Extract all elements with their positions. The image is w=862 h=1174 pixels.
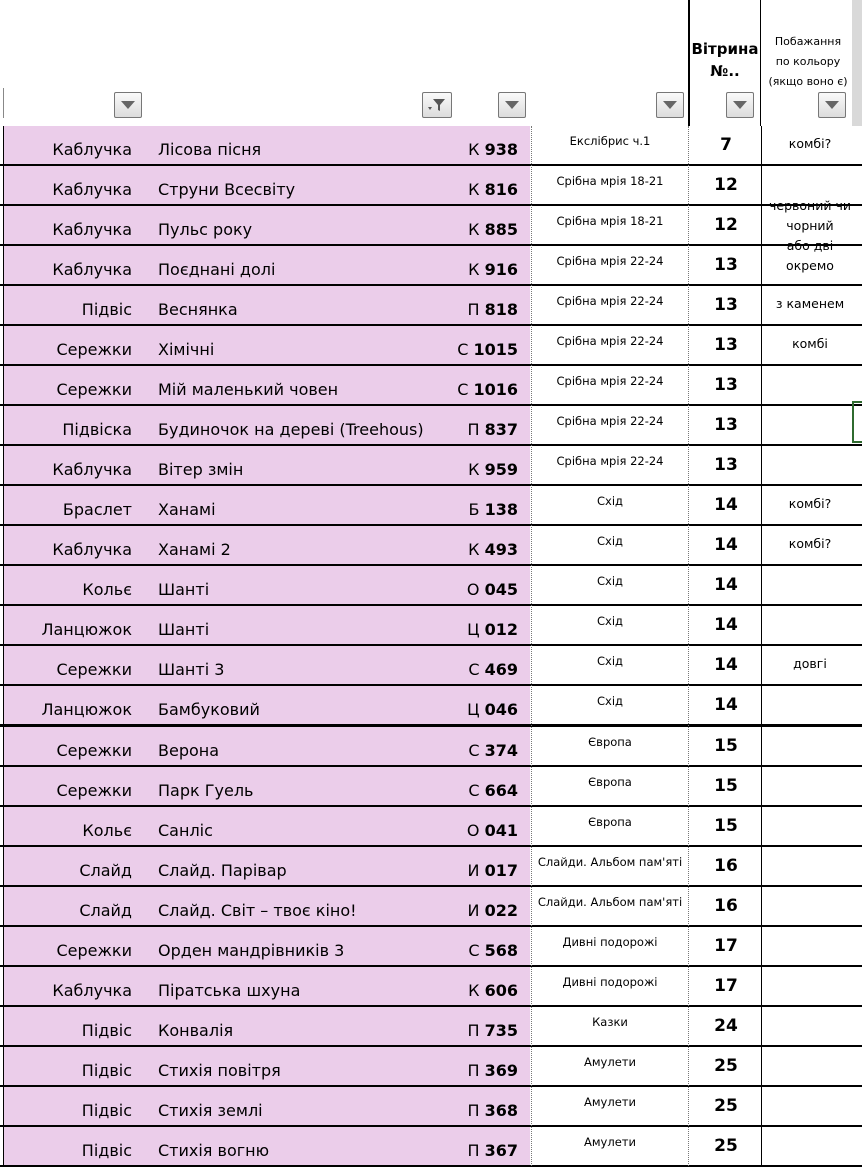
table-row[interactable] <box>0 198 862 246</box>
code-number: 837 <box>484 420 518 439</box>
filter-dropdown-name-active[interactable] <box>422 92 452 118</box>
cell-type[interactable]: Підвіс <box>81 1141 132 1160</box>
vitrina-header-line1: Вітрина <box>691 40 759 58</box>
cell-name[interactable]: Парк Гуель <box>158 781 254 800</box>
cell-code[interactable] <box>440 380 518 399</box>
table-row[interactable] <box>0 1047 862 1087</box>
table-row[interactable] <box>0 126 862 166</box>
cell-collection[interactable]: Схід <box>597 654 623 668</box>
code-number: 012 <box>484 620 518 639</box>
cell-code[interactable] <box>440 700 518 719</box>
cell-vitrina[interactable]: 14 <box>714 575 738 595</box>
code-prefix: Б <box>468 500 480 519</box>
code-number: 017 <box>484 861 518 880</box>
table-row[interactable] <box>0 166 862 206</box>
code-number: 1016 <box>473 380 518 399</box>
cell-name[interactable]: Верона <box>158 741 220 760</box>
code-prefix: Ц <box>467 620 480 639</box>
code-number: 493 <box>484 540 518 559</box>
cell-name[interactable]: Струни Всесвіту <box>158 180 296 199</box>
cell-wish[interactable]: довгі <box>793 656 827 671</box>
cell-collection[interactable]: Срібна мрія 18-21 <box>556 214 664 228</box>
cell-type[interactable]: Сережки <box>56 781 132 800</box>
filter-dropdown-code[interactable] <box>498 92 526 118</box>
cell-name[interactable]: Стихія вогню <box>158 1141 270 1160</box>
cell-vitrina[interactable]: 25 <box>714 1056 738 1076</box>
code-number: 735 <box>484 1021 518 1040</box>
cell-name[interactable]: Вітер змін <box>158 460 244 479</box>
code-number: 885 <box>484 220 518 239</box>
cell-code[interactable] <box>440 340 518 359</box>
code-number: 818 <box>484 300 518 319</box>
code-prefix: П <box>467 1101 480 1120</box>
cell-name[interactable]: Шанті 3 <box>158 660 225 679</box>
cell-collection[interactable]: Дивні подорожі <box>562 935 658 949</box>
cell-name[interactable]: Ханамі <box>158 500 216 519</box>
cell-code[interactable] <box>440 500 518 519</box>
cell-type[interactable]: Каблучка <box>52 981 132 1000</box>
cell-vitrina[interactable]: 25 <box>714 1136 738 1156</box>
table-row[interactable] <box>0 686 862 727</box>
cell-type[interactable]: Підвіс <box>81 1061 132 1080</box>
code-prefix: О <box>466 821 480 840</box>
code-prefix: С <box>468 741 480 760</box>
header-row <box>0 0 862 126</box>
cell-code[interactable] <box>440 260 518 279</box>
table-row[interactable] <box>0 847 862 887</box>
cell-collection[interactable]: Європа <box>588 815 632 829</box>
cell-collection[interactable]: Схід <box>597 534 623 548</box>
code-prefix: К <box>468 260 480 279</box>
header-left-edge <box>0 88 4 118</box>
cell-collection[interactable]: Європа <box>588 775 632 789</box>
cell-collection[interactable]: Дивні подорожі <box>562 975 658 989</box>
cell-name[interactable]: Шанті <box>158 580 210 599</box>
code-number: 374 <box>484 741 518 760</box>
code-number: 368 <box>484 1101 518 1120</box>
cell-code[interactable] <box>440 981 518 1000</box>
cell-collection[interactable]: Схід <box>597 694 623 708</box>
cell-vitrina[interactable]: 13 <box>714 455 738 475</box>
code-number: 664 <box>484 781 518 800</box>
cell-collection[interactable]: Срібна мрія 22-24 <box>556 254 664 268</box>
code-prefix: И <box>467 861 480 880</box>
cell-wish[interactable]: комбі? <box>788 136 832 151</box>
cell-name[interactable]: Ханамі 2 <box>158 540 231 559</box>
code-prefix: С <box>468 660 480 679</box>
table-row[interactable] <box>0 1127 862 1167</box>
column-separator <box>531 126 532 1166</box>
table-row[interactable] <box>0 967 862 1007</box>
code-prefix: П <box>467 1021 480 1040</box>
cell-collection[interactable]: Срібна мрія 22-24 <box>556 294 664 308</box>
cell-name[interactable]: Піратська шхуна <box>158 981 301 1000</box>
code-prefix: К <box>468 981 480 1000</box>
cell-wish[interactable]: комбі? <box>788 496 832 511</box>
cell-collection[interactable]: Схід <box>597 614 623 628</box>
cell-vitrina[interactable]: 13 <box>714 295 738 315</box>
filter-dropdown-collection[interactable] <box>656 92 684 118</box>
code-number: 046 <box>484 700 518 719</box>
cell-vitrina[interactable]: 15 <box>714 816 738 836</box>
cell-collection[interactable]: Схід <box>597 494 623 508</box>
table-row[interactable] <box>0 887 862 927</box>
cell-type[interactable]: Каблучка <box>52 260 132 279</box>
code-prefix: С <box>468 781 480 800</box>
cell-code[interactable] <box>440 140 518 159</box>
table-row[interactable] <box>0 238 862 286</box>
cell-vitrina[interactable]: 25 <box>714 1096 738 1116</box>
cell-code[interactable] <box>440 620 518 639</box>
code-prefix: К <box>468 540 480 559</box>
cell-vitrina[interactable]: 16 <box>714 856 738 876</box>
code-number: 938 <box>484 140 518 159</box>
cell-type[interactable]: Браслет <box>62 500 132 519</box>
filter-dropdown-wish[interactable] <box>818 92 846 118</box>
cell-code[interactable] <box>440 180 518 199</box>
cell-vitrina[interactable]: 16 <box>714 896 738 916</box>
filter-dropdown-type[interactable] <box>114 92 142 118</box>
cell-code[interactable] <box>440 220 518 239</box>
chevron-down-icon <box>733 101 747 109</box>
cell-vitrina[interactable]: 14 <box>714 695 738 715</box>
cell-collection[interactable]: Амулети <box>584 1135 636 1149</box>
code-prefix: С <box>468 941 480 960</box>
table-row[interactable] <box>0 927 862 967</box>
cell-type[interactable]: Підвіска <box>62 420 132 439</box>
cell-code[interactable] <box>440 821 518 840</box>
cell-type[interactable]: Слайд <box>79 901 132 920</box>
cell-collection[interactable]: Європа <box>588 735 632 749</box>
table-row[interactable] <box>0 646 862 686</box>
column-separator <box>761 126 762 1166</box>
cell-type[interactable]: Каблучка <box>52 140 132 159</box>
cell-name[interactable]: Лісова пісня <box>158 140 262 159</box>
code-prefix: К <box>468 460 480 479</box>
cell-type[interactable]: Сережки <box>56 741 132 760</box>
cell-wish[interactable]: або дві окремо <box>786 238 834 273</box>
code-prefix: К <box>468 180 480 199</box>
table-row[interactable] <box>0 526 862 566</box>
cell-wish[interactable]: червоний чи чорний <box>769 198 851 233</box>
cell-name[interactable]: Стихія землі <box>158 1101 263 1120</box>
chevron-down-icon <box>121 101 135 109</box>
cell-code[interactable] <box>440 1141 518 1160</box>
code-prefix: П <box>467 1061 480 1080</box>
cell-vitrina[interactable]: 13 <box>714 255 738 275</box>
cell-vitrina[interactable]: 13 <box>714 375 738 395</box>
code-prefix: П <box>467 420 480 439</box>
code-prefix: И <box>467 901 480 920</box>
cell-collection[interactable]: Слайди. Альбом пам'яті <box>537 895 683 909</box>
cell-type[interactable]: Ланцюжок <box>41 620 132 639</box>
cell-collection[interactable]: Екслібрис ч.1 <box>569 134 651 148</box>
cell-name[interactable]: Орден мандрівників 3 <box>158 941 345 960</box>
table-row[interactable] <box>0 727 862 767</box>
code-prefix: К <box>468 140 480 159</box>
code-prefix: П <box>467 1141 480 1160</box>
cell-name[interactable]: Поєднані долі <box>158 260 276 279</box>
code-prefix: С <box>457 380 469 399</box>
table-left-edge <box>3 126 4 1166</box>
cell-collection[interactable]: Срібна мрія 22-24 <box>556 414 664 428</box>
cell-code[interactable] <box>440 1021 518 1040</box>
table-row[interactable] <box>0 767 862 807</box>
table-row[interactable] <box>0 807 862 847</box>
cell-code[interactable] <box>440 1101 518 1120</box>
code-number: 367 <box>484 1141 518 1160</box>
cell-vitrina[interactable]: 12 <box>714 175 738 195</box>
cell-code[interactable] <box>440 861 518 880</box>
cell-name[interactable]: Конвалія <box>158 1021 234 1040</box>
code-number: 959 <box>484 460 518 479</box>
cell-type[interactable]: Сережки <box>56 340 132 359</box>
cell-collection[interactable]: Амулети <box>584 1095 636 1109</box>
code-number: 022 <box>484 901 518 920</box>
code-number: 041 <box>484 821 518 840</box>
cell-code[interactable] <box>440 941 518 960</box>
cell-vitrina[interactable]: 14 <box>714 615 738 635</box>
code-number: 568 <box>484 941 518 960</box>
cell-vitrina[interactable]: 15 <box>714 776 738 796</box>
wish-header-line3: (якщо воно є) <box>768 75 848 88</box>
cell-code[interactable] <box>440 420 518 439</box>
cell-collection[interactable]: Срібна мрія 22-24 <box>556 454 664 468</box>
cell-code[interactable] <box>440 781 518 800</box>
cell-code[interactable] <box>440 741 518 760</box>
table-row[interactable] <box>0 406 862 446</box>
cell-vitrina[interactable]: 14 <box>714 655 738 675</box>
code-prefix: П <box>467 300 480 319</box>
cell-type[interactable]: Каблучка <box>52 220 132 239</box>
code-number: 369 <box>484 1061 518 1080</box>
code-number: 469 <box>484 660 518 679</box>
cell-name[interactable]: Слайд. Світ – твоє кіно! <box>158 901 357 920</box>
cell-name[interactable]: Хімічні <box>158 340 215 359</box>
filter-dropdown-vitrina[interactable] <box>726 92 754 118</box>
cell-name[interactable]: Стихія повітря <box>158 1061 281 1080</box>
cell-type[interactable]: Кольє <box>82 580 132 599</box>
cell-code[interactable] <box>440 580 518 599</box>
cell-wish[interactable]: комбі? <box>788 536 832 551</box>
code-number: 138 <box>484 500 518 519</box>
cell-name[interactable]: Слайд. Парівар <box>158 861 287 880</box>
code-number: 916 <box>484 260 518 279</box>
code-prefix: С <box>457 340 469 359</box>
cell-collection[interactable]: Срібна мрія 22-24 <box>556 334 664 348</box>
cell-code[interactable] <box>440 1061 518 1080</box>
cell-vitrina[interactable]: 14 <box>714 535 738 555</box>
cell-type[interactable]: Підвіс <box>81 1101 132 1120</box>
cell-type[interactable]: Ланцюжок <box>41 700 132 719</box>
cell-type[interactable]: Сережки <box>56 380 132 399</box>
cell-vitrina[interactable]: 24 <box>714 1016 738 1036</box>
table-row[interactable] <box>0 446 862 486</box>
cell-collection[interactable]: Срібна мрія 18-21 <box>556 174 664 188</box>
data-table <box>0 126 862 1167</box>
cell-type[interactable]: Каблучка <box>52 180 132 199</box>
cell-name[interactable]: Будиночок на дереві (Treehous) <box>158 420 424 439</box>
header-divider <box>760 0 761 126</box>
table-row[interactable] <box>0 566 862 606</box>
table-row[interactable] <box>0 1087 862 1127</box>
cell-collection[interactable]: Слайди. Альбом пам'яті <box>537 855 683 869</box>
cell-type[interactable]: Сережки <box>56 941 132 960</box>
chevron-down-icon <box>663 101 677 109</box>
cell-code[interactable] <box>440 660 518 679</box>
cell-vitrina[interactable]: 7 <box>720 135 732 155</box>
vitrina-header-line2: №.. <box>710 62 740 80</box>
wish-header-line2: по кольору <box>775 55 841 68</box>
chevron-down-icon <box>505 101 519 109</box>
cell-name[interactable]: Пульс року <box>158 220 253 239</box>
cell-vitrina[interactable]: 13 <box>714 335 738 355</box>
cell-type[interactable]: Підвіс <box>81 300 132 319</box>
cell-collection[interactable]: Казки <box>592 1015 628 1029</box>
cell-name[interactable]: Веснянка <box>158 300 238 319</box>
cell-code[interactable] <box>440 901 518 920</box>
code-prefix: Ц <box>467 700 480 719</box>
cell-name[interactable]: Мій маленький човен <box>158 380 339 399</box>
table-row[interactable] <box>0 326 862 366</box>
cell-name[interactable]: Санліс <box>158 821 213 840</box>
cell-wish[interactable]: з каменем <box>775 296 845 311</box>
code-prefix: К <box>468 220 480 239</box>
cell-name[interactable]: Бамбуковий <box>158 700 260 719</box>
cell-vitrina[interactable]: 14 <box>714 495 738 515</box>
cell-code[interactable] <box>440 300 518 319</box>
table-row[interactable] <box>0 486 862 526</box>
cell-wish[interactable]: комбі <box>792 336 828 351</box>
cell-collection[interactable]: Схід <box>597 574 623 588</box>
cell-vitrina[interactable]: 13 <box>714 415 738 435</box>
cell-vitrina[interactable]: 12 <box>714 215 738 235</box>
chevron-down-icon <box>825 101 839 109</box>
table-row[interactable] <box>0 366 862 406</box>
cell-type[interactable]: Каблучка <box>52 460 132 479</box>
cell-collection[interactable]: Срібна мрія 22-24 <box>556 374 664 388</box>
cell-code[interactable] <box>440 460 518 479</box>
code-number: 045 <box>484 580 518 599</box>
code-number: 1015 <box>473 340 518 359</box>
cell-selection-indicator[interactable] <box>852 401 862 443</box>
column-separator <box>688 126 689 1166</box>
cell-collection[interactable]: Амулети <box>584 1055 636 1069</box>
wish-header-line1: Побажання <box>774 35 842 48</box>
cell-vitrina[interactable]: 17 <box>714 936 738 956</box>
table-row[interactable] <box>0 1007 862 1047</box>
code-number: 816 <box>484 180 518 199</box>
code-prefix: О <box>466 580 480 599</box>
filter-funnel-icon <box>426 97 448 113</box>
table-row[interactable] <box>0 286 862 326</box>
cell-code[interactable] <box>440 540 518 559</box>
code-number: 606 <box>484 981 518 1000</box>
cell-type[interactable]: Сережки <box>56 660 132 679</box>
cell-type[interactable]: Підвіс <box>81 1021 132 1040</box>
table-row[interactable] <box>0 606 862 646</box>
cell-type[interactable]: Кольє <box>82 821 132 840</box>
cell-vitrina[interactable]: 15 <box>714 736 738 756</box>
cell-type[interactable]: Слайд <box>79 861 132 880</box>
cell-vitrina[interactable]: 17 <box>714 976 738 996</box>
cell-name[interactable]: Шанті <box>158 620 210 639</box>
cell-type[interactable]: Каблучка <box>52 540 132 559</box>
